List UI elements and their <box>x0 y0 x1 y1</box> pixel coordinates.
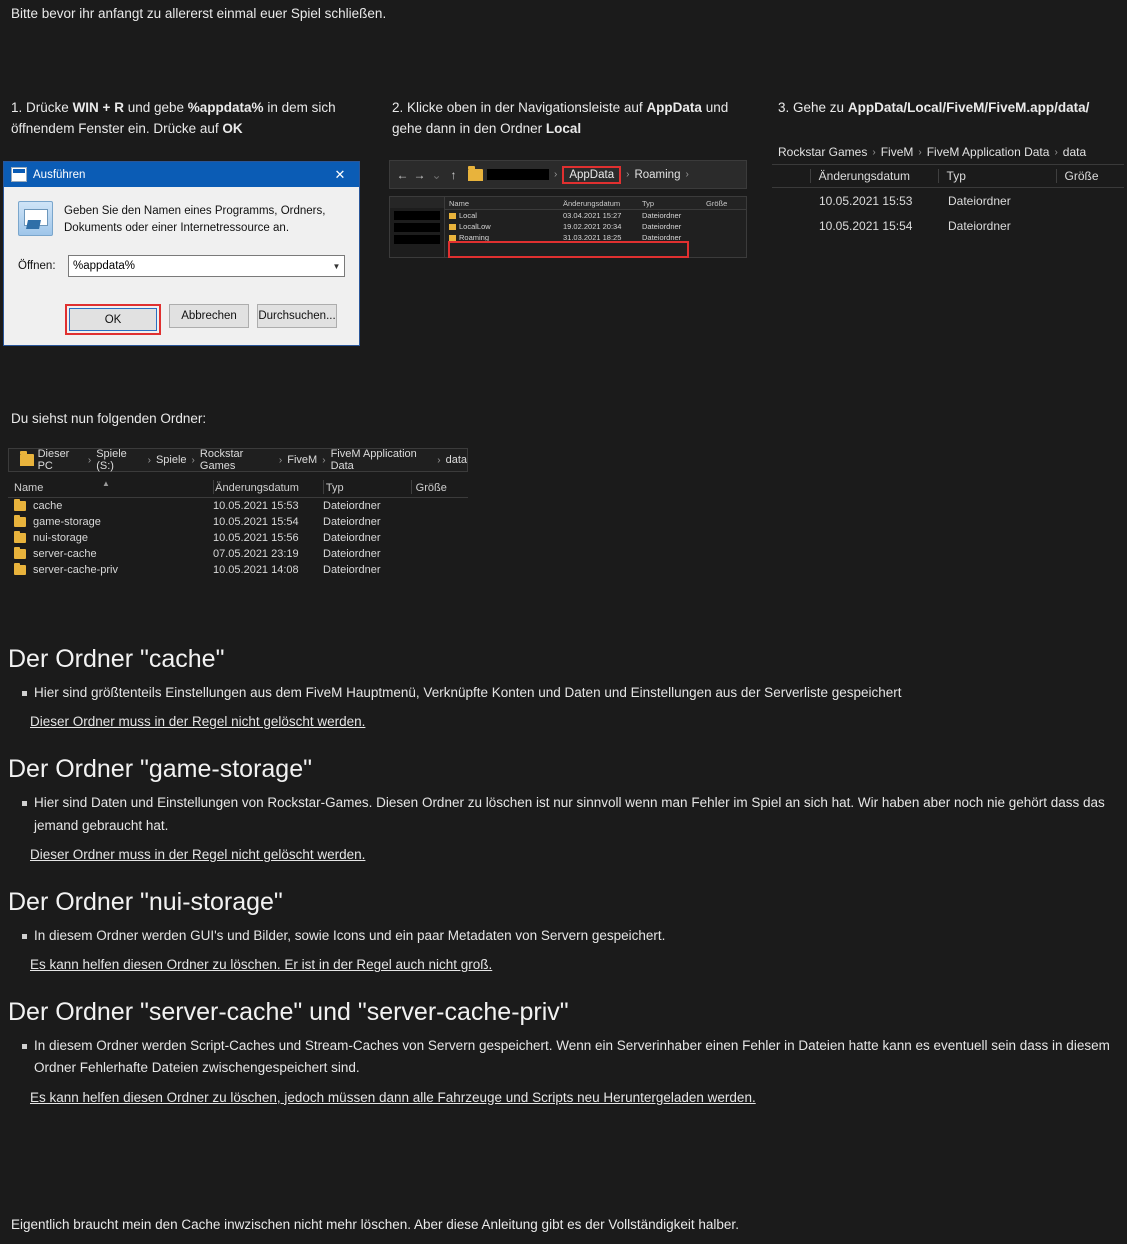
section-heading: Der Ordner "nui-storage" <box>8 887 283 916</box>
column-header-type[interactable]: Typ <box>642 198 655 208</box>
breadcrumb-rockstar-games[interactable]: Rockstar Games <box>199 448 244 472</box>
run-dialog-title: Ausführen <box>33 168 86 181</box>
folder-icon <box>14 549 26 559</box>
step-2-bold2: Local <box>545 120 582 136</box>
file-date: 10.05.2021 15:56 <box>213 532 299 544</box>
breadcrumb-rockstar-games[interactable]: Rockstar Games <box>778 145 868 159</box>
file-type: Dateiordner <box>323 548 381 560</box>
folder-icon <box>449 213 456 219</box>
breadcrumb-fivem-application-data[interactable]: FiveM Application Data <box>330 448 417 472</box>
breadcrumb-separator: › <box>918 146 922 158</box>
breadcrumb-appdata[interactable]: AppData <box>562 166 621 184</box>
step-2-part1: Klicke oben in der Navigationsleiste auf <box>407 100 643 115</box>
column-header-type[interactable]: Typ <box>325 481 344 494</box>
step-2-bold1: AppData <box>646 100 702 115</box>
file-type: Dateiordner <box>948 218 1011 233</box>
explorer-step2-filelist <box>445 197 746 257</box>
step-1-bold1: WIN + R <box>72 100 124 115</box>
table-row[interactable] <box>772 188 1124 213</box>
explorer-step2-addressbar <box>389 160 747 189</box>
section-game-storage <box>8 755 1118 862</box>
section-server-cache <box>8 998 1118 1105</box>
breadcrumb-spiele-s[interactable]: Spiele (S:) <box>96 448 127 472</box>
explorer-step2 <box>389 160 747 258</box>
ok-button-highlight <box>65 304 161 335</box>
section-note: Es kann helfen diesen Ordner zu löschen. Er ist in der Regel auch nicht groß. <box>30 957 493 973</box>
breadcrumb-fivem[interactable]: FiveM <box>880 145 914 159</box>
list-item: Hier sind größtenteils Einstellungen aus dem FiveM Hauptmenü, Verknüpfte Konten und Daten und Einstellungen aus der Serverliste gespeichert <box>34 682 1118 704</box>
breadcrumb-separator: › <box>437 454 441 466</box>
explorer-main-columns <box>8 478 468 498</box>
step-1-bold2: %appdata% <box>187 100 264 115</box>
browse-button[interactable]: Durchsuchen... <box>257 304 337 328</box>
breadcrumb-dieser-pc[interactable]: Dieser PC <box>37 448 70 472</box>
ok-button[interactable]: OK <box>69 308 157 331</box>
file-name: server-cache <box>33 548 97 560</box>
open-input[interactable] <box>69 259 329 273</box>
sort-ascending-icon: ▲ <box>102 479 110 488</box>
outro-text: Eigentlich braucht mein den Cache inwzischen nicht mehr löschen. Aber diese Anleitung gibt es der Vollständigkeit halber. <box>11 1217 739 1232</box>
explorer-main-breadcrumb <box>8 448 468 472</box>
file-date: 03.04.2021 15:27 <box>563 211 622 220</box>
open-field-label: Öffnen: <box>18 260 56 273</box>
explorer-step3-columns <box>772 164 1124 188</box>
section-bullets <box>22 925 1118 947</box>
file-date: 07.05.2021 23:19 <box>213 548 299 560</box>
folder-section-label: Du siehst nun folgenden Ordner: <box>11 411 207 426</box>
step-2-number: 2. <box>392 100 404 115</box>
sections-container <box>8 645 1118 1131</box>
step-3-part1: Gehe zu <box>793 100 845 115</box>
step-1-text <box>11 98 361 140</box>
breadcrumb-separator: › <box>872 146 876 158</box>
breadcrumb-separator: › <box>626 169 630 180</box>
chevron-down-icon[interactable]: ▼ <box>332 261 341 271</box>
breadcrumb-spiele[interactable]: Spiele <box>155 454 187 466</box>
step-1-part2: und gebe <box>127 100 185 115</box>
folder-icon <box>20 454 34 466</box>
file-name: nui-storage <box>33 532 89 544</box>
file-date: 10.05.2021 15:54 <box>819 218 913 233</box>
section-note: Es kann helfen diesen Ordner zu löschen, jedoch müssen dann alle Fahrzeuge und Scripts neu Heruntergeladen werden. <box>30 1089 756 1105</box>
table-row[interactable] <box>445 221 746 232</box>
table-row[interactable] <box>8 546 468 562</box>
table-row[interactable] <box>8 498 468 514</box>
file-type: Dateiordner <box>642 222 682 231</box>
file-name: server-cache-priv <box>33 564 118 576</box>
step-1-bold3: OK <box>222 120 243 136</box>
step-2-part2: und gehe dann in den Ordner <box>392 100 729 136</box>
section-nui-storage <box>8 888 1118 972</box>
step-3-text <box>778 98 1123 119</box>
file-name: Local <box>459 211 477 220</box>
column-header-date[interactable]: Änderungsdatum <box>215 481 299 494</box>
column-header-name[interactable]: Name <box>449 198 470 208</box>
breadcrumb-separator: › <box>685 169 689 180</box>
run-window-icon <box>11 167 27 182</box>
file-date: 10.05.2021 14:08 <box>213 564 299 576</box>
column-header-size[interactable]: Größe <box>706 198 728 208</box>
table-row[interactable] <box>772 213 1124 238</box>
column-header-name[interactable]: Name <box>14 481 44 494</box>
breadcrumb-data[interactable]: data <box>445 454 467 466</box>
section-bullets <box>22 1035 1118 1080</box>
step-2-text <box>392 98 752 140</box>
folder-icon <box>468 169 483 181</box>
run-program-icon <box>18 201 53 236</box>
breadcrumb-separator: › <box>147 454 151 466</box>
file-name: cache <box>33 500 63 512</box>
section-heading: Der Ordner "cache" <box>8 645 225 673</box>
column-header-date[interactable]: Änderungsdatum <box>563 198 621 208</box>
section-heading: Der Ordner "server-cache" und "server-cache-priv" <box>8 998 569 1027</box>
open-combobox[interactable] <box>68 255 345 277</box>
run-dialog-titlebar <box>4 162 359 187</box>
file-type: Dateiordner <box>642 211 682 220</box>
explorer-step2-columns <box>445 197 746 210</box>
explorer-step3 <box>772 140 1124 238</box>
breadcrumb-separator: › <box>87 454 92 466</box>
explorer-step3-breadcrumb <box>772 140 1124 164</box>
table-row[interactable] <box>445 210 746 221</box>
file-type: Dateiordner <box>948 193 1011 208</box>
section-note: Dieser Ordner muss in der Regel nicht gelöscht werden. <box>30 846 366 862</box>
breadcrumb-fivem-application-data[interactable]: FiveM Application Data <box>926 145 1050 159</box>
intro-text: Bitte bevor ihr anfangt zu allererst einmal euer Spiel schließen. <box>11 6 387 21</box>
table-row[interactable] <box>8 530 468 546</box>
folder-icon <box>14 517 26 527</box>
folder-icon <box>14 533 26 543</box>
section-cache <box>8 645 1118 729</box>
folder-icon <box>14 565 26 575</box>
column-header-size[interactable]: Größe <box>1064 169 1099 183</box>
list-item: In diesem Ordner werden Script-Caches und Stream-Caches von Servern gespeichert. Wenn ein Serverinhaber einen Fehler in Dateien hatte kann es eventuell sein dass in diesem Ordner Fehlerhafte Dateien zwischengespeichert sind. <box>34 1035 1118 1080</box>
section-bullets <box>22 792 1118 837</box>
step-1-part3: in dem sich öffnendem Fenster ein. Drücke auf <box>11 100 336 136</box>
explorer-step2-content <box>389 196 747 258</box>
breadcrumb-data[interactable]: data <box>1062 145 1087 159</box>
recent-locations-icon[interactable]: ⌄ <box>431 167 442 182</box>
breadcrumb-separator: › <box>322 454 326 466</box>
column-header-type[interactable]: Typ <box>946 169 966 183</box>
section-heading: Der Ordner "game-storage" <box>8 755 312 784</box>
folder-icon <box>449 235 456 241</box>
file-date: 19.02.2021 20:34 <box>563 222 622 231</box>
breadcrumb-separator: › <box>1054 146 1058 158</box>
breadcrumb-separator: › <box>191 454 195 466</box>
explorer-main <box>8 448 468 578</box>
breadcrumb-separator: › <box>554 169 558 180</box>
cancel-button[interactable]: Abbrechen <box>169 304 249 328</box>
column-header-size[interactable]: Größe <box>415 481 447 494</box>
section-note: Dieser Ordner muss in der Regel nicht gelöscht werden. <box>30 714 366 730</box>
file-date: 10.05.2021 15:53 <box>213 500 299 512</box>
file-name: game-storage <box>33 516 101 528</box>
folder-icon <box>14 501 26 511</box>
list-item: In diesem Ordner werden GUI's und Bilder, sowie Icons und ein paar Metadaten von Servern gespeichert. <box>34 925 1118 947</box>
file-date: 31.03.2021 18:25 <box>563 233 622 242</box>
run-dialog <box>3 161 360 346</box>
up-icon[interactable]: ↑ <box>450 167 457 182</box>
step-1-number: 1. <box>11 100 23 115</box>
breadcrumb-roaming[interactable]: Roaming <box>634 168 681 181</box>
back-icon[interactable]: ← <box>396 167 409 182</box>
breadcrumb-fivem[interactable]: FiveM <box>287 454 318 466</box>
file-type: Dateiordner <box>323 564 381 576</box>
file-type: Dateiordner <box>323 516 381 528</box>
file-date: 10.05.2021 15:53 <box>819 193 913 208</box>
file-date: 10.05.2021 15:54 <box>213 516 299 528</box>
forward-icon[interactable]: → <box>413 167 426 182</box>
file-type: Dateiordner <box>323 500 381 512</box>
table-row[interactable] <box>8 514 468 530</box>
step-3-number: 3. <box>778 100 790 115</box>
file-type: Dateiordner <box>642 233 682 242</box>
step-1-part1: Drücke <box>26 100 69 115</box>
section-bullets <box>22 682 1118 704</box>
column-header-date[interactable]: Änderungsdatum <box>818 169 911 183</box>
file-type: Dateiordner <box>323 532 381 544</box>
file-name: Roaming <box>459 233 490 242</box>
file-name: LocalLow <box>459 222 491 231</box>
table-row[interactable] <box>445 232 746 243</box>
run-dialog-description: Geben Sie den Namen eines Programms, Ordners, Dokuments oder einer Internetressource an. <box>64 205 326 234</box>
breadcrumb-separator: › <box>278 454 283 466</box>
step-3-bold1: AppData/Local/FiveM/FiveM.app/data/ <box>847 100 1090 115</box>
folder-icon <box>449 224 456 230</box>
table-row[interactable] <box>8 562 468 578</box>
list-item: Hier sind Daten und Einstellungen von Rockstar-Games. Diesen Ordner zu löschen ist nur sinnvoll wenn man Fehler im Spiel an sich hat. Wir haben aber noch nie gehört dass das jemand gebraucht hat. <box>34 792 1118 837</box>
explorer-step2-navpane <box>390 197 445 257</box>
close-icon[interactable]: ✕ <box>334 166 346 182</box>
redacted-path <box>487 169 549 180</box>
